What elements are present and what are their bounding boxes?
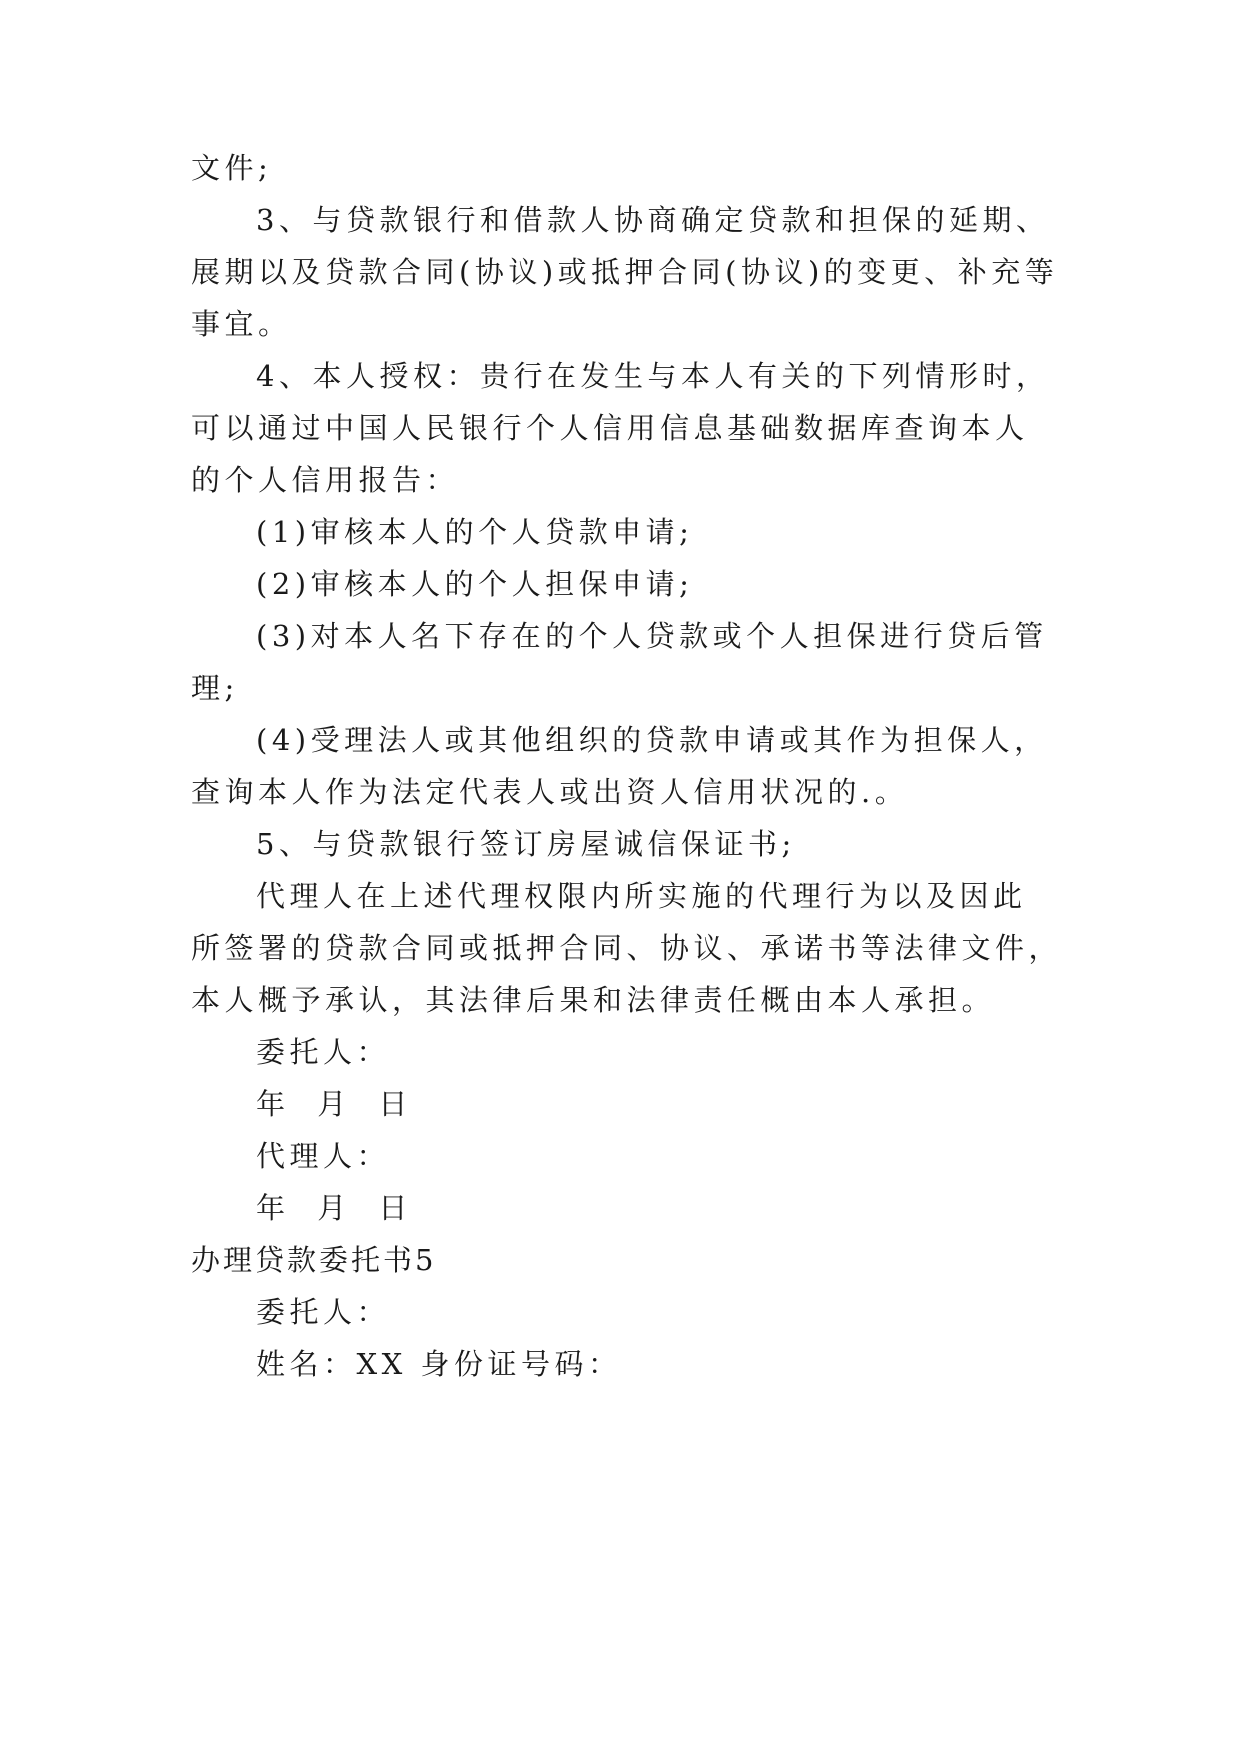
text-line: 展期以及贷款合同(协议)或抵押合同(协议)的变更、补充等 [191, 255, 1059, 289]
text-line: 的个人信用报告： [191, 463, 460, 497]
text-line: 代理人在上述代理权限内所实施的代理行为以及因此 [256, 879, 1027, 913]
text-line: (3)对本人名下存在的个人贷款或个人担保进行贷后管 [256, 619, 1048, 653]
text-line: 3、与贷款银行和借款人协商确定贷款和担保的延期、 [256, 203, 1050, 237]
text-line: 5、与贷款银行签订房屋诚信保证书; [256, 827, 796, 861]
signature-label-principal: 委托人： [256, 1035, 391, 1069]
text-line: 本人概予承认，其法律后果和法律责任概由本人承担。 [191, 983, 996, 1017]
date-line: 年 月 日 [256, 1191, 412, 1225]
date-line: 年 月 日 [256, 1087, 412, 1121]
text-line: (1)审核本人的个人贷款申请; [256, 515, 694, 549]
text-line: 理; [191, 671, 239, 705]
section-heading: 办理贷款委托书5 [191, 1243, 437, 1277]
text-line: 查询本人作为法定代表人或出资人信用状况的.。 [191, 775, 909, 809]
text-line: (4)受理法人或其他组织的贷款申请或其作为担保人， [256, 723, 1048, 757]
signature-label-principal: 委托人： [256, 1295, 391, 1329]
text-line: 可以通过中国人民银行个人信用信息基础数据库查询本人 [191, 411, 1029, 445]
text-line: 所签署的贷款合同或抵押合同、协议、承诺书等法律文件， [191, 931, 1063, 965]
text-line: (2)审核本人的个人担保申请; [256, 567, 694, 601]
signature-label-agent: 代理人： [256, 1139, 391, 1173]
text-line: 文件; [191, 151, 273, 185]
name-id-line: 姓名：XX 身份证号码： [256, 1347, 622, 1381]
text-line: 事宜。 [191, 307, 292, 341]
text-line: 4、本人授权：贵行在发生与本人有关的下列情形时， [256, 359, 1050, 393]
